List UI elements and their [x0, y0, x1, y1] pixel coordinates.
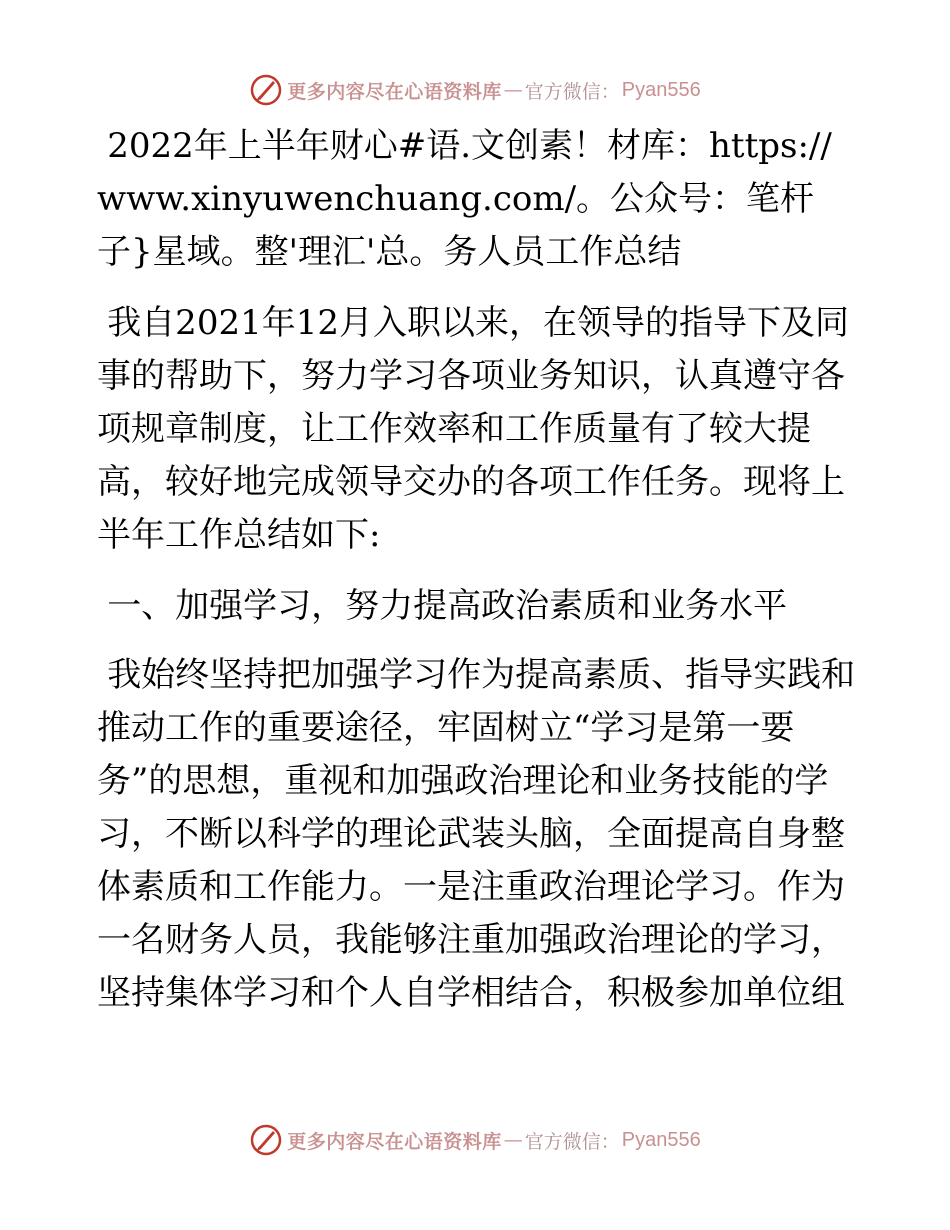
- watermark-wechat-id: Pyan556: [621, 78, 701, 101]
- section-paragraph: 我始终坚持把加强学习作为提高素质、指导实践和推动工作的重要途径，牢固树立“学习是第一要务”的思想，重视和加强政治理论和业务技能的学习，不断以科学的理论武装头脑，全面提高自身整体素质和工作能力。一是注重政治理论学习。作为一名财务人员，我能够注重加强政治理论的学习，坚持集体学习和个人自学相结合，积极参加单位组: [97, 655, 856, 1013]
- watermark-wechat-label: 官方微信：: [524, 1130, 620, 1153]
- intro-paragraph: 我自2021年12月入职以来，在领导的指导下及同事的帮助下，努力学习各项业务知识，认真遵守各项规章制度，让工作效率和工作质量有了较大提高，较好地完成领导交办的各项工作任务。现将上半年工作总结如下:: [97, 303, 849, 555]
- section-heading: 一、加强学习，努力提高政治素质和业务水平: [107, 586, 788, 626]
- watermark-site-text: 更多内容尽在心语资料库: [287, 80, 502, 103]
- watermark-site-text: 更多内容尽在心语资料库: [287, 1130, 502, 1153]
- watermark-header: [0, 70, 950, 110]
- document-title: 2022年上半年财心#语.文创素！材库：https://www.xinyuwenchuang.com/。公众号：笔杆子}星域。整'理汇'总。务人员工作总结: [97, 126, 832, 272]
- watermark-dash: —: [503, 1129, 523, 1151]
- watermark-dash: —: [503, 79, 523, 101]
- document-body: [97, 120, 857, 1038]
- quill-logo-icon: [249, 1123, 283, 1157]
- watermark-wechat-label: 官方微信：: [524, 80, 620, 103]
- watermark-footer: [0, 1120, 950, 1160]
- quill-logo-icon: [249, 73, 283, 107]
- watermark-wechat-id: Pyan556: [621, 1128, 701, 1151]
